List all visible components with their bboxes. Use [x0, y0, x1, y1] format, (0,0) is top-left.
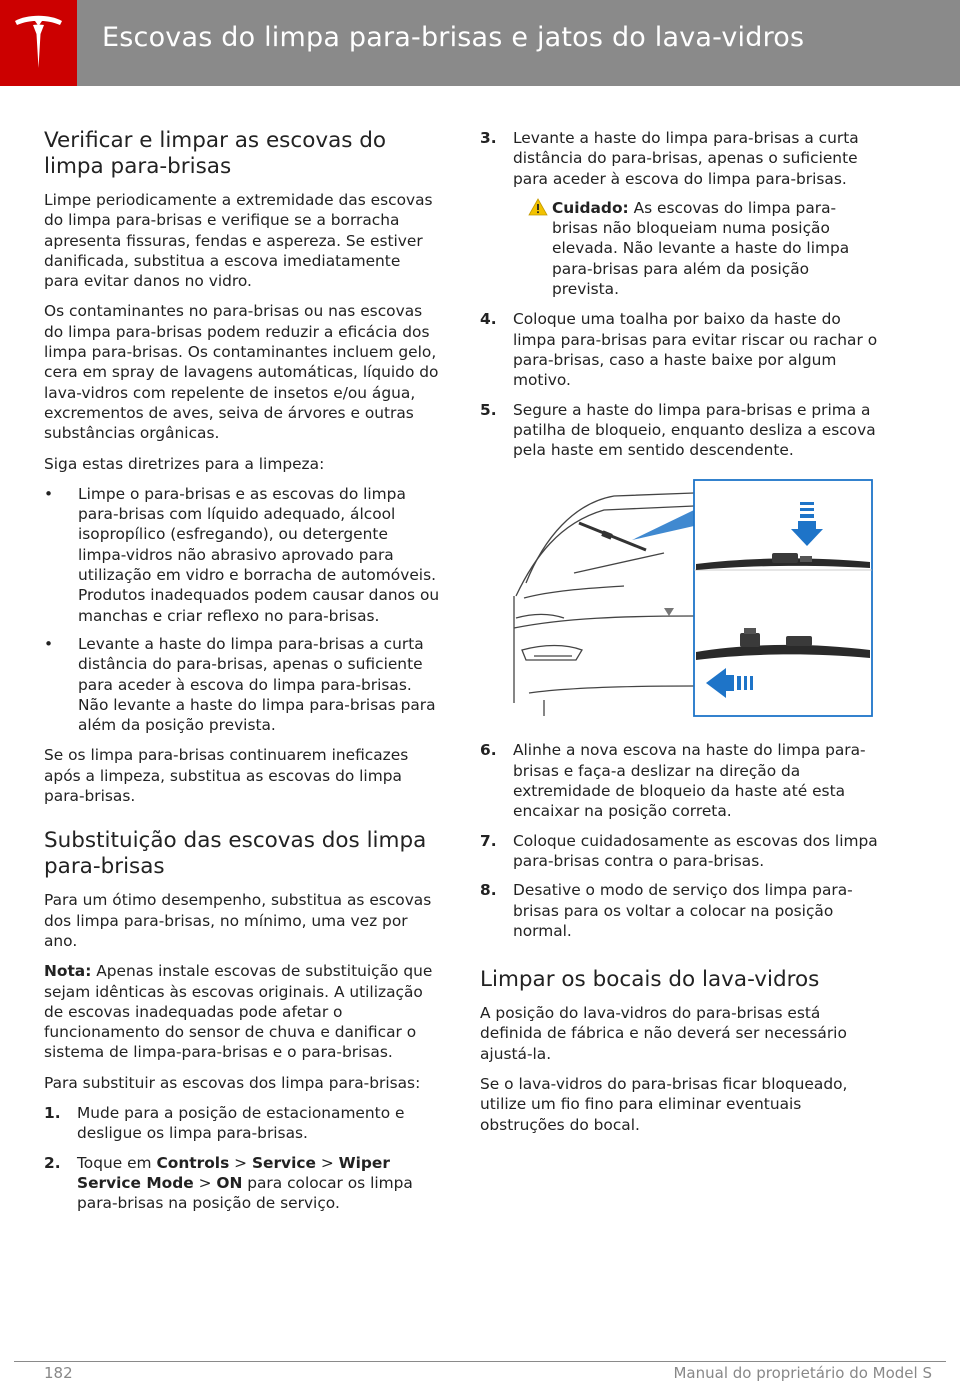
step-text: Toque em	[77, 1153, 157, 1172]
separator: >	[315, 1153, 339, 1172]
tesla-logo	[0, 0, 77, 86]
left-column	[44, 128, 440, 1222]
step-number: 7.	[480, 831, 497, 850]
page-header	[0, 0, 960, 86]
note	[44, 961, 440, 1062]
step-text: Coloque cuidadosamente as escovas dos limpa para-brisas contra o para-brisas.	[513, 831, 878, 870]
note-text: Apenas instale escovas de substituição que sejam idênticas às escovas originais. A utilização de escovas inadequadas pode afetar o funcionamento do sensor de chuva e danificar o sistema de limpa-para-brisas e o para-brisas.	[44, 962, 433, 1062]
step-2	[44, 1153, 440, 1214]
caution-label: Cuidado:	[552, 198, 629, 217]
section-title-check-clean: Verificar e limpar as escovas do limpa para-brisas	[44, 128, 387, 179]
footer-divider	[14, 1361, 946, 1362]
paragraph: Para um ótimo desempenho, substitua as escovas dos limpa para-brisas, no mínimo, uma vez por ano.	[44, 891, 432, 950]
bullet: •	[44, 484, 54, 503]
tesla-t-icon	[13, 12, 64, 72]
separator: >	[193, 1173, 217, 1192]
ui-label-service: Service	[251, 1153, 316, 1172]
page-number: 182	[44, 1364, 73, 1382]
paragraph: Os contaminantes no para-brisas ou nas escovas do limpa para-brisas podem reduzir a eficácia dos limpa para-brisas. Os contaminantes incluem gelo, cera em spray de lavagens automáticas, líquido do lava-vidros com repelente de insetos e/ou água, excrementos de aves, seiva de árvores e outras substâncias orgânicas.	[44, 302, 439, 443]
step-number: 3.	[480, 129, 497, 147]
step-6	[480, 740, 880, 821]
paragraph: Siga estas diretrizes para a limpeza:	[44, 454, 325, 473]
step-number: 2.	[44, 1153, 61, 1172]
paragraph: Limpe periodicamente a extremidade das escovas do limpa para-brisas e verifique se a borracha apresenta fissuras, fendas e aspereza. Se estiver danificada, substitua a escova imediatamente para evitar danos no vidro.	[44, 191, 433, 291]
step-number: 5.	[480, 400, 497, 419]
ui-label-on: ON	[216, 1173, 243, 1192]
step-text: para colocar os limpa para-brisas na posição de serviço.	[77, 1173, 413, 1213]
step-7	[480, 831, 880, 872]
step-number: 6.	[480, 741, 497, 760]
step-text: Desative o modo de serviço dos limpa para-brisas para os voltar a colocar na posição normal.	[513, 881, 853, 940]
step-text: Levante a haste do limpa para-brisas a curta distância do para-brisas, apenas o suficiente para aceder à escova do limpa para-brisas.	[513, 129, 859, 188]
step-text: Coloque uma toalha por baixo da haste do limpa para-brisas para evitar riscar ou rachar o para-brisas, caso a haste baixe por algum motivo.	[513, 310, 878, 390]
warning-triangle-icon	[528, 198, 548, 216]
step-8	[480, 880, 880, 941]
paragraph: A posição do lava-vidros do para-brisas está definida de fábrica e não deverá ser necessário ajustá-la.	[480, 1004, 847, 1063]
list-item-text: Limpe o para-brisas e as escovas do limpa para-brisas com líquido adequado, álcool isopropílico (esfregando), ou detergente limpa-vidros não abrasivo aprovado para utilização em vidro e borracha de automóveis. Produtos inadequados podem causar danos ou manchas e criar reflexo no para-brisas.	[78, 484, 440, 625]
note-label: Nota:	[44, 962, 92, 981]
separator: >	[229, 1153, 252, 1172]
ui-label-controls: Controls	[156, 1153, 230, 1172]
list-item	[44, 634, 440, 735]
list-item-text: Levante a haste do limpa para-brisas a curta distância do para-brisas, apenas o suficiente para aceder à escova do limpa para-brisas. Não levante a haste do limpa para-brisas para além da posição prevista.	[78, 634, 436, 735]
bullet: •	[44, 634, 54, 653]
step-4	[480, 309, 880, 390]
step-1	[44, 1103, 440, 1144]
right-column	[480, 128, 880, 1145]
step-number: 4.	[480, 310, 497, 329]
manual-title: Manual do proprietário do Model S	[673, 1364, 932, 1382]
step-text: Mude para a posição de estacionamento e desligue os limpa para-brisas.	[77, 1103, 405, 1143]
wiper-replacement-illustration	[504, 478, 894, 718]
section-title-replace-blades: Substituição das escovas dos limpa para-brisas	[44, 828, 427, 880]
caution-text: As escovas do limpa para-brisas não bloqueiam numa posição elevada. Não levante a haste do limpa para-brisas para além da posição prevista.	[552, 198, 850, 299]
list-item	[44, 484, 440, 626]
paragraph: Se os limpa para-brisas continuarem ineficazes após a limpeza, substitua as escovas do limpa para-brisas.	[44, 746, 409, 806]
car-and-wiper-diagram	[504, 478, 894, 718]
page-title: Escovas do limpa para-brisas e jatos do lava-vidros	[102, 22, 805, 53]
ui-label-wiper-service-mode: Wiper Service Mode	[77, 1153, 390, 1192]
cleaning-guidelines-list	[44, 484, 440, 736]
caution-box	[480, 198, 880, 299]
step-3	[480, 128, 880, 189]
step-number: 8.	[480, 881, 497, 900]
step-number: 1.	[44, 1103, 61, 1122]
step-5	[480, 400, 880, 461]
paragraph: Se o lava-vidros do para-brisas ficar bloqueado, utilize um fio fino para eliminar eventuais obstruções do bocal.	[480, 1075, 848, 1134]
step-text: Segure a haste do limpa para-brisas e prima a patilha de bloqueio, enquanto desliza a escova pela haste em sentido descendente.	[513, 400, 876, 460]
section-title-clean-nozzles: Limpar os bocais do lava-vidros	[480, 967, 820, 993]
step-text: Alinhe a nova escova na haste do limpa para-brisas e faça-a deslizar na direção da extremidade de bloqueio da haste até esta encaixar na posição correta.	[513, 741, 866, 821]
paragraph: Para substituir as escovas dos limpa para-brisas:	[44, 1073, 421, 1092]
